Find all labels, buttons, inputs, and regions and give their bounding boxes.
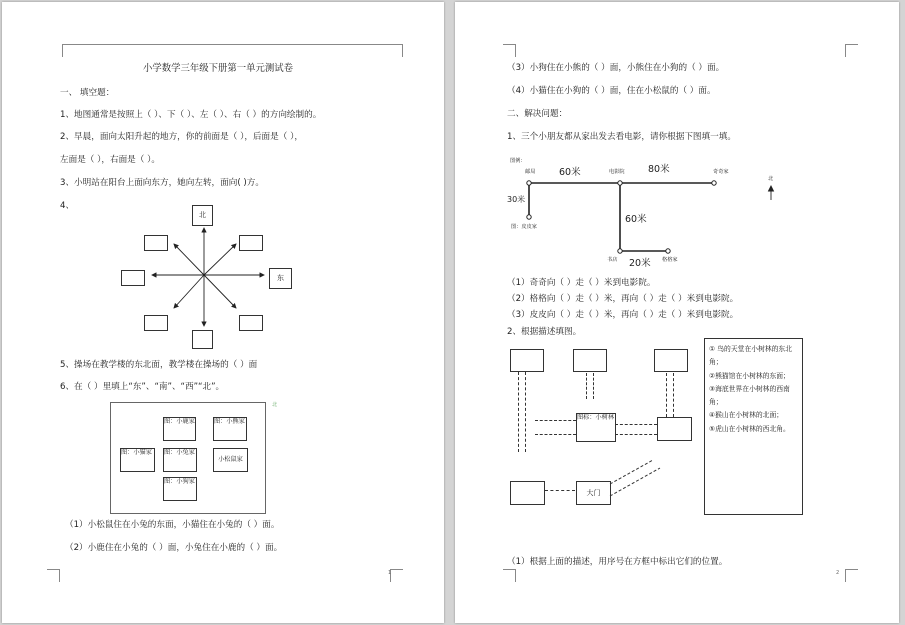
distance-60m-top: 60米 [559,167,581,178]
distance-20m: 20米 [629,258,651,269]
compass-southeast-blank[interactable] [239,315,263,331]
route-map-legend: 图例： [510,158,526,164]
distance-80m: 80米 [648,164,670,175]
document-page-1 [2,2,444,623]
map-cell-xiaosongshu: 小松鼠家 [213,448,248,472]
distance-30m: 30米 [507,195,526,204]
question-6: 6、在（ ）里填上“东”、“南”、“西”“北”。 [60,382,225,392]
clue-4: ④猴山在小树林的北面； [709,411,784,420]
question-3: 3、小明站在阳台上面向东方，她向左转，面向( )方。 [60,178,264,188]
compass-west-blank[interactable] [121,270,145,286]
question-6-2: （2）小鹿住在小兔的（ ）面，小兔住在小鹿的（ ）面。 [65,543,283,553]
map-north-mark: 北 [272,402,278,408]
section-solve-problems: 二、解决问题： [507,109,568,119]
clue-box [704,338,803,515]
section-fill-blank: 一、 填空题： [60,88,115,98]
map-cell-xiaoxiong: 图：小熊家 [213,417,247,441]
answer-1: （1）奇奇向（ ）走（ ）米到电影院。 [507,278,656,288]
question-6-1: （1）小松鼠住在小兔的东面，小猫住在小兔的（ ）面。 [65,520,280,530]
label-youju: 邮局 [525,169,536,175]
page-number: 1 [388,570,392,576]
map-cell-xiaolu: 图：小鹿家 [163,417,196,441]
problem-2: 2、根据描述填图。 [507,327,582,337]
compass-east-box: 东 [269,268,292,289]
clue-5: ⑤虎山在小树林的西北角。 [709,424,790,433]
map-cell-xiaogou: 图：小狗家 [163,477,197,501]
map-cell-xiaotu: 图：小兔家 [163,448,197,472]
question-1: 1、地图通常是按照上（ ）、下（ ）、左（ ）、右（ ）的方向绘制的。 [60,110,322,120]
clue-3: ③海底世界在小树林的西南角； [709,384,790,406]
north-arrow-label: 北 [768,176,774,182]
compass-north-box: 北 [192,205,213,226]
question-6-4: （4）小猫住在小狗的（ ）面，住在小松鼠的（ ）面。 [507,86,716,96]
answer-2: （2）格格向（ ）走（ ）米，再向（ ）走（ ）米到电影院。 [507,294,739,304]
park-center-forest: 图标：小树林 [576,413,616,442]
label-cinema: 电影院 [609,169,625,175]
park-gate: 大门 [576,481,611,505]
map-cell-xiaomao: 图：小猫家 [120,448,155,472]
label-qiqi-home: 奇奇家 [713,169,729,175]
clue-1: ① 鸟的天堂在小树林的东北角； [709,345,793,367]
compass-southwest-blank[interactable] [144,315,168,331]
problem-1: 1、三个小朋友都从家出发去看电影，请你根据下图填一填。 [507,132,736,142]
distance-60m-vertical: 60米 [625,214,647,225]
question-2-line-1: 2、早晨，面向太阳升起的地方，你的前面是（ ），后面是（ ）， [60,132,303,142]
compass-northwest-blank[interactable] [144,235,168,251]
page-title: 小学数学三年级下册第一单元测试卷 [143,63,294,74]
diagonal-paths [455,2,899,623]
compass-northeast-blank[interactable] [239,235,263,251]
answer-3: （3）皮皮向（ ）走（ ）米，再向（ ）走（ ）米到电影院。 [507,310,739,320]
question-6-3: （3）小狗住在小熊的（ ）面，小熊住在小狗的（ ）面。 [507,63,725,73]
question-5: 5、操场在教学楼的东北面，教学楼在操场的（ ）面 [60,360,258,370]
document-page-2 [455,2,899,623]
question-2-line-2: 左面是（ ），右面是（ ）。 [60,155,160,165]
question-4: 4、 [60,201,75,211]
compass-south-blank[interactable] [192,330,213,349]
label-gege-home: 格格家 [662,257,678,263]
final-question: （1）根据上面的描述，用序号在方框中标出它们的位置。 [507,557,728,567]
label-shudian: 书店 [607,257,618,263]
label-pipi-home: 图：皮皮家 [511,224,537,230]
clue-2: ②熊猫馆在小树林的东面； [709,371,790,380]
page-number: 2 [836,570,840,576]
